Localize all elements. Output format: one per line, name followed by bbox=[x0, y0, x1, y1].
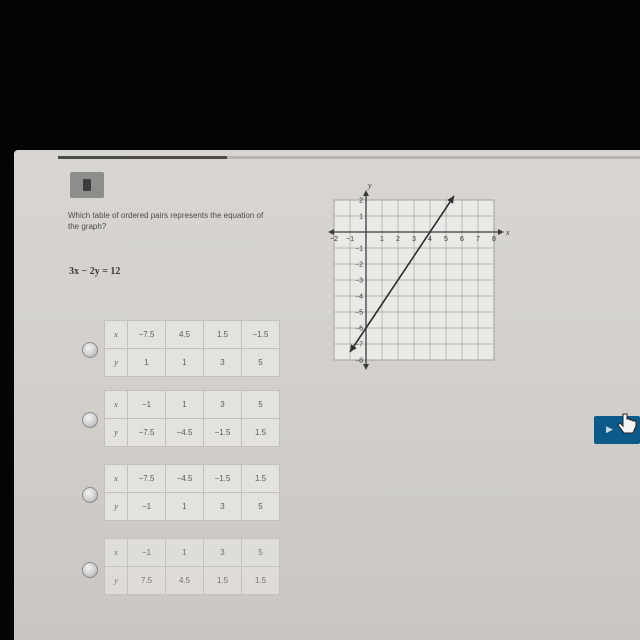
table-cell: 3 bbox=[204, 539, 242, 567]
table-cell: 5 bbox=[242, 349, 280, 377]
x-tick-label: 1 bbox=[380, 236, 384, 243]
x-header: x bbox=[105, 391, 128, 419]
table-row-x bbox=[105, 539, 280, 567]
y-axis-arrow bbox=[363, 364, 369, 370]
table-cell: 5 bbox=[242, 493, 280, 521]
table-cell: 7.5 bbox=[128, 567, 166, 595]
y-header: y bbox=[105, 419, 128, 447]
y-tick-label: 1 bbox=[359, 213, 363, 221]
y-tick-label: −1 bbox=[355, 245, 363, 253]
table-cell: 1 bbox=[166, 349, 204, 377]
y-axis-arrow bbox=[363, 190, 369, 196]
option-a-table bbox=[104, 320, 280, 377]
table-cell: 1.5 bbox=[242, 419, 280, 447]
progress-fill bbox=[58, 156, 227, 159]
option-c-table bbox=[104, 464, 280, 521]
table-cell: −1.5 bbox=[204, 419, 242, 447]
x-header: x bbox=[105, 539, 128, 567]
y-tick-label: −3 bbox=[355, 277, 363, 285]
table-cell: 5 bbox=[242, 391, 280, 419]
table-row-x bbox=[105, 321, 280, 349]
x-tick-label: 5 bbox=[444, 236, 448, 243]
table-cell: 4.5 bbox=[166, 567, 204, 595]
option-c-radio[interactable] bbox=[82, 487, 98, 503]
table-cell: 1.5 bbox=[204, 567, 242, 595]
equation: 3x − 2y = 12 bbox=[69, 266, 121, 277]
table-row-y bbox=[105, 493, 280, 521]
x-axis-label: x bbox=[506, 228, 510, 237]
y-tick-label: −5 bbox=[355, 309, 363, 317]
x-tick-label: 8 bbox=[492, 236, 496, 243]
option-a-radio[interactable] bbox=[82, 342, 98, 358]
table-cell: −1.5 bbox=[242, 321, 280, 349]
table-row-x bbox=[105, 465, 280, 493]
x-header: x bbox=[105, 321, 128, 349]
table-cell: 3 bbox=[204, 493, 242, 521]
x-tick-label: 2 bbox=[396, 236, 400, 243]
x-tick-label: −2 bbox=[330, 236, 338, 243]
x-axis-arrow bbox=[498, 229, 504, 235]
table-cell: 4.5 bbox=[166, 321, 204, 349]
coordinate-graph bbox=[314, 170, 524, 380]
table-cell: −7.5 bbox=[128, 419, 166, 447]
quiz-screen bbox=[14, 150, 640, 640]
y-header: y bbox=[105, 493, 128, 521]
question-text: Which table of ordered pairs represents the equation of the graph? bbox=[68, 211, 264, 231]
y-tick-label: 2 bbox=[359, 197, 363, 205]
table-cell: −1.5 bbox=[204, 465, 242, 493]
x-tick-label: −1 bbox=[346, 236, 354, 243]
table-cell: −7.5 bbox=[128, 321, 166, 349]
table-cell: 1 bbox=[166, 391, 204, 419]
option-b-table bbox=[104, 390, 280, 447]
table-row-x bbox=[105, 391, 280, 419]
y-axis-label: y bbox=[368, 181, 372, 190]
calculator-icon bbox=[83, 179, 91, 191]
x-tick-label: 4 bbox=[428, 236, 432, 243]
progress-bar bbox=[58, 156, 640, 159]
next-arrow-icon: ▶ bbox=[606, 424, 613, 434]
table-cell: 1.5 bbox=[204, 321, 242, 349]
table-cell: 3 bbox=[204, 391, 242, 419]
table-cell: −4.5 bbox=[166, 419, 204, 447]
y-tick-label: −8 bbox=[355, 357, 363, 365]
hand-cursor-icon bbox=[616, 412, 638, 438]
option-d-table bbox=[104, 538, 280, 595]
table-cell: 1 bbox=[166, 539, 204, 567]
y-tick-label: −6 bbox=[355, 325, 363, 333]
table-cell: −1 bbox=[128, 539, 166, 567]
table-cell: 1.5 bbox=[242, 465, 280, 493]
option-b-radio[interactable] bbox=[82, 412, 98, 428]
table-cell: −1 bbox=[128, 391, 166, 419]
x-header: x bbox=[105, 465, 128, 493]
y-tick-label: −7 bbox=[355, 341, 363, 349]
table-cell: 1 bbox=[166, 493, 204, 521]
x-tick-label: 3 bbox=[412, 236, 416, 243]
table-cell: −4.5 bbox=[166, 465, 204, 493]
calculator-button[interactable] bbox=[70, 172, 104, 198]
x-axis-arrow bbox=[328, 229, 334, 235]
y-header: y bbox=[105, 349, 128, 377]
y-header: y bbox=[105, 567, 128, 595]
table-row-y bbox=[105, 419, 280, 447]
table-cell: 1 bbox=[128, 349, 166, 377]
y-tick-label: −2 bbox=[355, 261, 363, 269]
x-tick-label: 7 bbox=[476, 236, 480, 243]
table-cell: −7.5 bbox=[128, 465, 166, 493]
table-cell: 5 bbox=[242, 539, 280, 567]
table-row-y bbox=[105, 349, 280, 377]
option-d-radio[interactable] bbox=[82, 562, 98, 578]
table-cell: −1 bbox=[128, 493, 166, 521]
x-tick-label: 6 bbox=[460, 236, 464, 243]
table-row-y bbox=[105, 567, 280, 595]
y-tick-label: −4 bbox=[355, 293, 363, 301]
table-cell: 1.5 bbox=[242, 567, 280, 595]
table-cell: 3 bbox=[204, 349, 242, 377]
